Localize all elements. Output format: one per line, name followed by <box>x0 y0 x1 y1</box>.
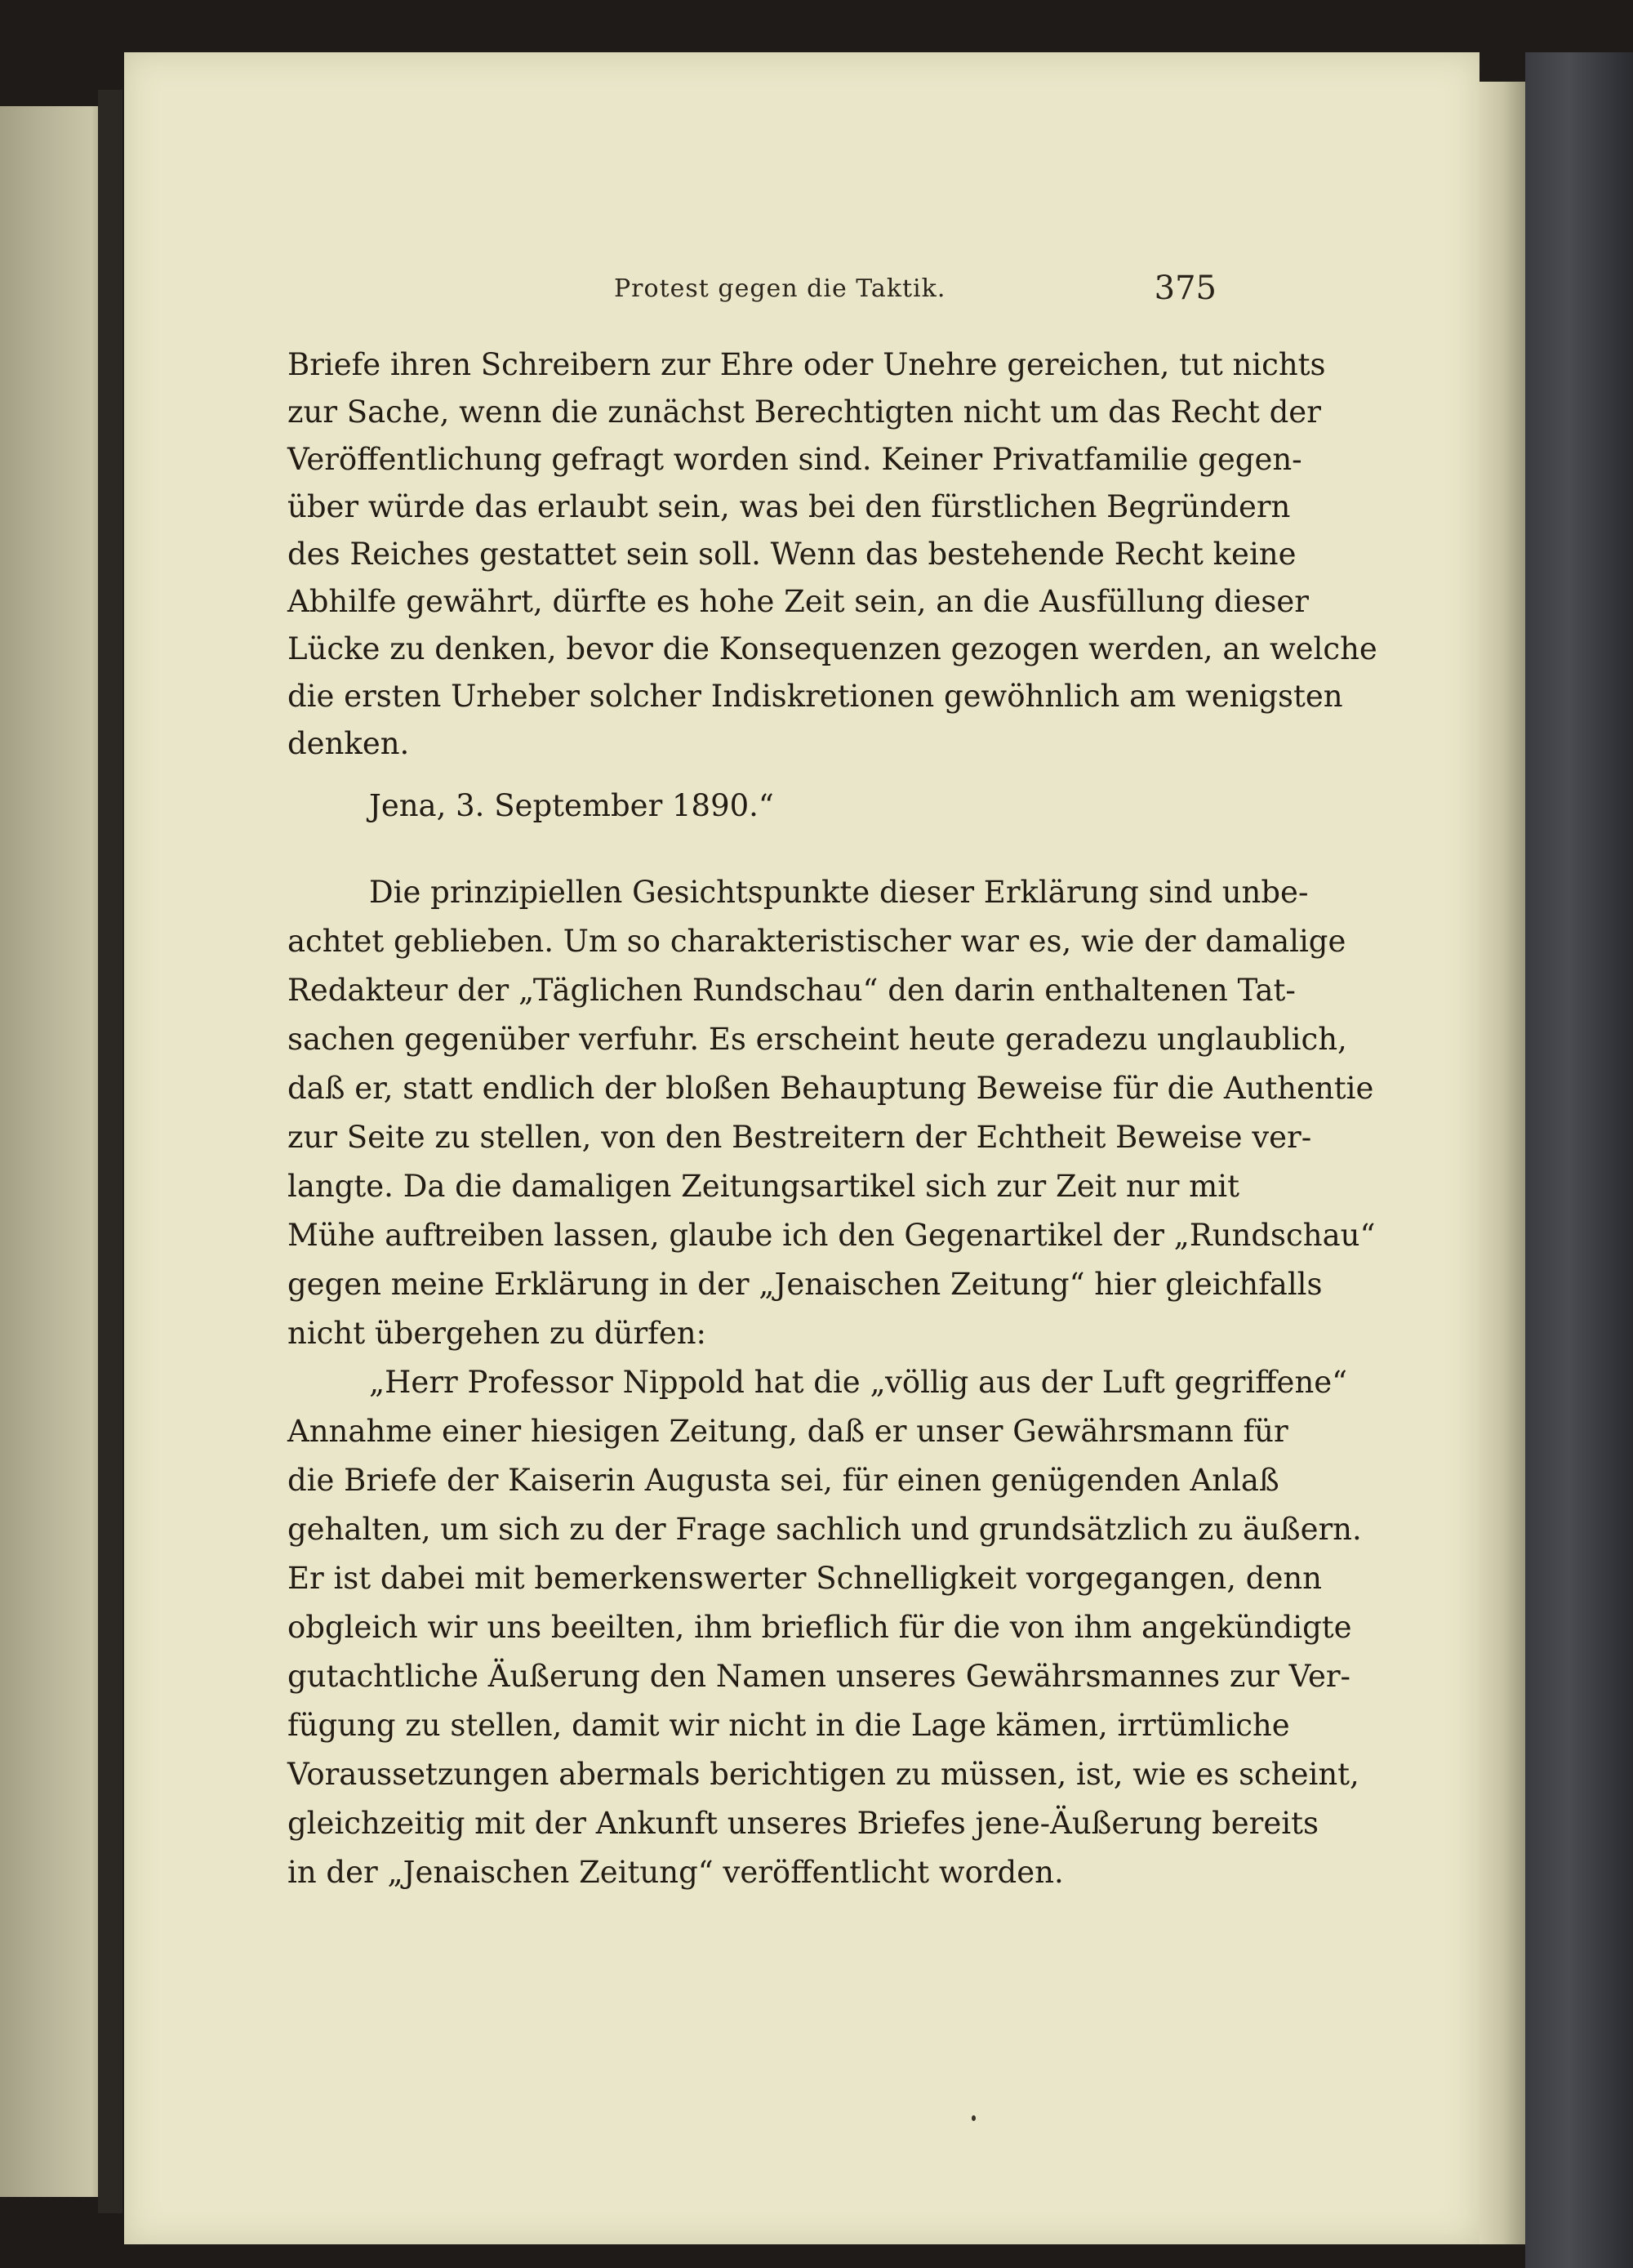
text-line: denken. <box>287 726 410 761</box>
text-line: daß er, statt endlich der bloßen Behauptung Beweise für die Authentie <box>287 1071 1374 1106</box>
text-line: über würde das erlaubt sein, was bei den fürstlichen Begründern <box>287 489 1291 524</box>
paper-speck <box>972 2115 976 2121</box>
text-line: fügung zu stellen, damit wir nicht in die Lage kämen, irrtümliche <box>287 1708 1290 1743</box>
page-header <box>287 270 1217 320</box>
text-line: Veröffentlichung gefragt worden sind. Keiner Privatfamilie gegen- <box>287 442 1302 477</box>
book-gutter <box>98 90 122 2213</box>
text-line: des Reiches gestattet sein soll. Wenn das bestehende Recht keine <box>287 537 1297 572</box>
text-line: Voraussetzungen abermals berichtigen zu müssen, ist, wie es scheint, <box>287 1757 1359 1792</box>
left-page-edge <box>0 106 114 2197</box>
text-line: Annahme einer hiesigen Zeitung, daß er unser Gewährsmann für <box>287 1414 1288 1449</box>
page-stack-edge <box>1479 82 1525 2244</box>
text-line: gegen meine Erklärung in der „Jenaischen Zeitung“ hier gleichfalls <box>287 1267 1323 1302</box>
text-line: zur Sache, wenn die zunächst Berechtigten nicht um das Recht der <box>287 394 1321 430</box>
text-line: obgleich wir uns beeilten, ihm brieflich für die von ihm angekündigte <box>287 1610 1352 1645</box>
text-line: Redakteur der „Täglichen Rundschau“ den darin enthaltenen Tat- <box>287 973 1296 1008</box>
running-title: Protest gegen die Taktik. <box>614 274 946 303</box>
text-line: Er ist dabei mit bemerkenswerter Schnelligkeit vorgegangen, denn <box>287 1561 1323 1596</box>
text-line: gutachtliche Äußerung den Namen unseres Gewährsmannes zur Ver- <box>287 1659 1351 1694</box>
text-line: Lücke zu denken, bevor die Konsequenzen gezogen werden, an welche <box>287 631 1377 666</box>
text-line: „Herr Professor Nippold hat die „völlig aus der Luft gegriffene“ <box>369 1365 1348 1400</box>
page-number: 375 <box>1154 270 1217 307</box>
text-line: Briefe ihren Schreibern zur Ehre oder Unehre gereichen, tut nichts <box>287 347 1326 382</box>
book-cover-edge <box>1525 52 1633 2268</box>
text-line: sachen gegenüber verfuhr. Es erscheint heute geradezu unglaublich, <box>287 1022 1347 1057</box>
text-line: in der „Jenaischen Zeitung“ veröffentlicht worden. <box>287 1855 1064 1890</box>
text-line: zur Seite zu stellen, von den Bestreitern der Echtheit Beweise ver- <box>287 1120 1312 1155</box>
text-line: die ersten Urheber solcher Indiskretionen gewöhnlich am wenigsten <box>287 679 1343 714</box>
text-line: die Briefe der Kaiserin Augusta sei, für einen genügenden Anlaß <box>287 1463 1279 1498</box>
dateline: Jena, 3. September 1890.“ <box>369 788 774 823</box>
text-line: langte. Da die damaligen Zeitungsartikel sich zur Zeit nur mit <box>287 1169 1239 1204</box>
text-line: Die prinzipiellen Gesichtspunkte dieser Erklärung sind unbe- <box>369 875 1309 910</box>
text-line: gehalten, um sich zu der Frage sachlich und grundsätzlich zu äußern. <box>287 1512 1362 1547</box>
text-line: Abhilfe gewährt, dürfte es hohe Zeit sein, an die Ausfüllung dieser <box>287 584 1309 619</box>
text-line: Mühe auftreiben lassen, glaube ich den Gegenartikel der „Rundschau“ <box>287 1218 1376 1253</box>
text-line: nicht übergehen zu dürfen: <box>287 1316 707 1351</box>
text-line: gleichzeitig mit der Ankunft unseres Briefes jene-Äußerung bereits <box>287 1806 1319 1841</box>
text-line: achtet geblieben. Um so charakteristischer war es, wie der damalige <box>287 924 1346 959</box>
